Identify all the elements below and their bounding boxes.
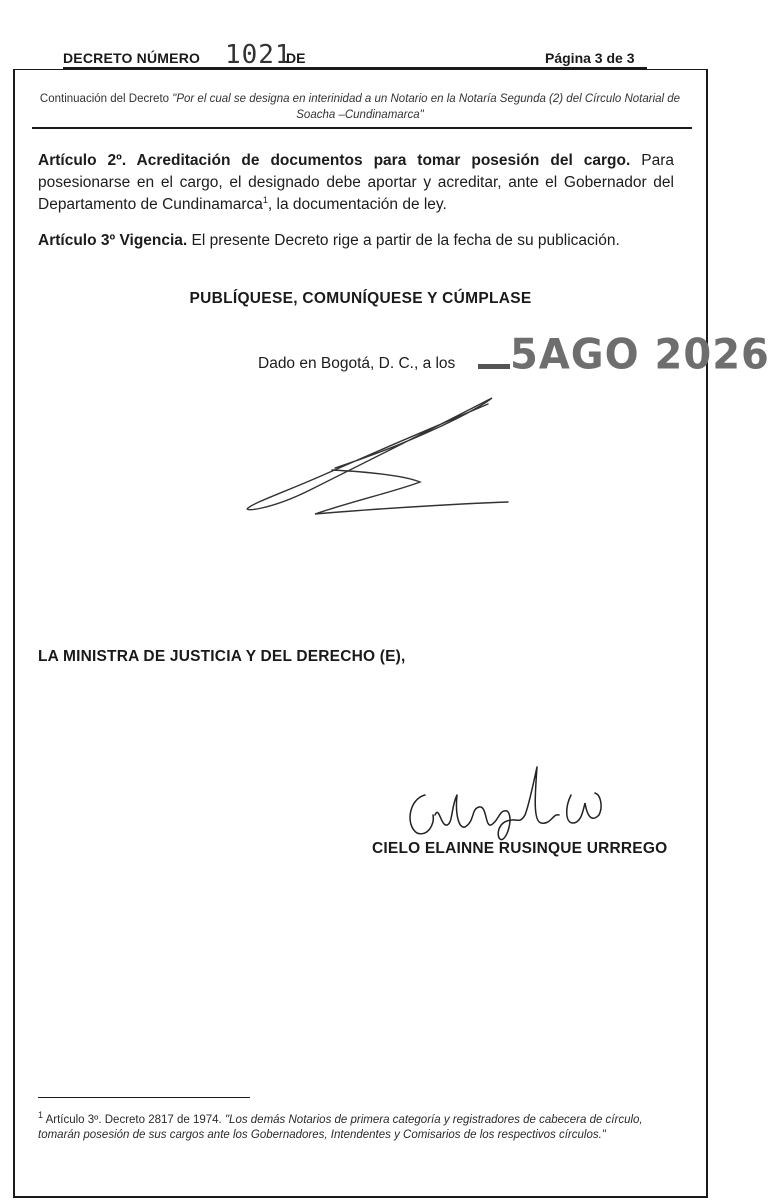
article-2: [38, 150, 674, 216]
article-2-text-end: , la documentación de ley.: [267, 196, 447, 213]
article-3-text: El presente Decreto rige a partir de la fecha de su publicación.: [191, 232, 620, 249]
footnote-number: 1: [38, 1110, 44, 1121]
article-3: [38, 230, 674, 252]
article-2-heading: Artículo 2º. Acreditación de documentos para tomar posesión del cargo.: [38, 152, 631, 169]
frame-bottom-border: [13, 1196, 708, 1198]
frame-right-border: [706, 69, 708, 1197]
closing-formula: PUBLÍQUESE, COMUNÍQUESE Y CÚMPLASE: [189, 290, 532, 307]
continuation-note: [30, 91, 690, 123]
date-stamp: 5AGO 2026: [510, 330, 770, 380]
continuation-prefix: Continuación del Decreto: [39, 93, 170, 105]
article-2-text: Para posesionarse en el cargo, el designado debe aportar y acreditar, ante el Gobernador del Departamento de Cundinamarca: [38, 152, 674, 213]
footnote: [38, 1110, 674, 1143]
page-indicator: Página 3 de 3: [545, 50, 635, 66]
footnote-quote: "Los demás Notarios de primera categoría y registradores de cabecera de círculo, tomarán posesión de sus cargos ante los Gobernadores, Intendentes y Comisarios de los respectivos círculos.": [38, 1114, 643, 1141]
footnote-citation: Artículo 3º. Decreto 2817 de 1974.: [45, 1114, 222, 1126]
decree-de-label: DE: [286, 50, 306, 66]
dado-en-line: Dado en Bogotá, D. C., a los: [258, 355, 456, 372]
minister-title: LA MINISTRA DE JUSTICIA Y DEL DERECHO (E),: [38, 648, 406, 665]
continuation-title: "Por el cual se designa en interinidad a un Notario en la Notaría Segunda (2) del Círculo Notarial de Soacha –Cundinamarca": [172, 93, 681, 121]
continuation-rule: [32, 127, 692, 129]
frame-top-border: [13, 69, 708, 70]
minister-signature: [395, 755, 615, 850]
signature-scribble: [230, 390, 530, 530]
stamp-dash: [478, 364, 510, 369]
signer-name: CIELO ELAINNE RUSINQUE URRREGO: [372, 840, 668, 857]
frame-left-border: [13, 69, 15, 1197]
footnote-ref: 1: [262, 194, 268, 205]
article-3-heading: Artículo 3º Vigencia.: [38, 232, 188, 249]
decree-number-label: DECRETO NÚMERO: [63, 50, 201, 66]
footnote-separator: [38, 1097, 250, 1098]
decree-number: 1021: [225, 40, 292, 70]
